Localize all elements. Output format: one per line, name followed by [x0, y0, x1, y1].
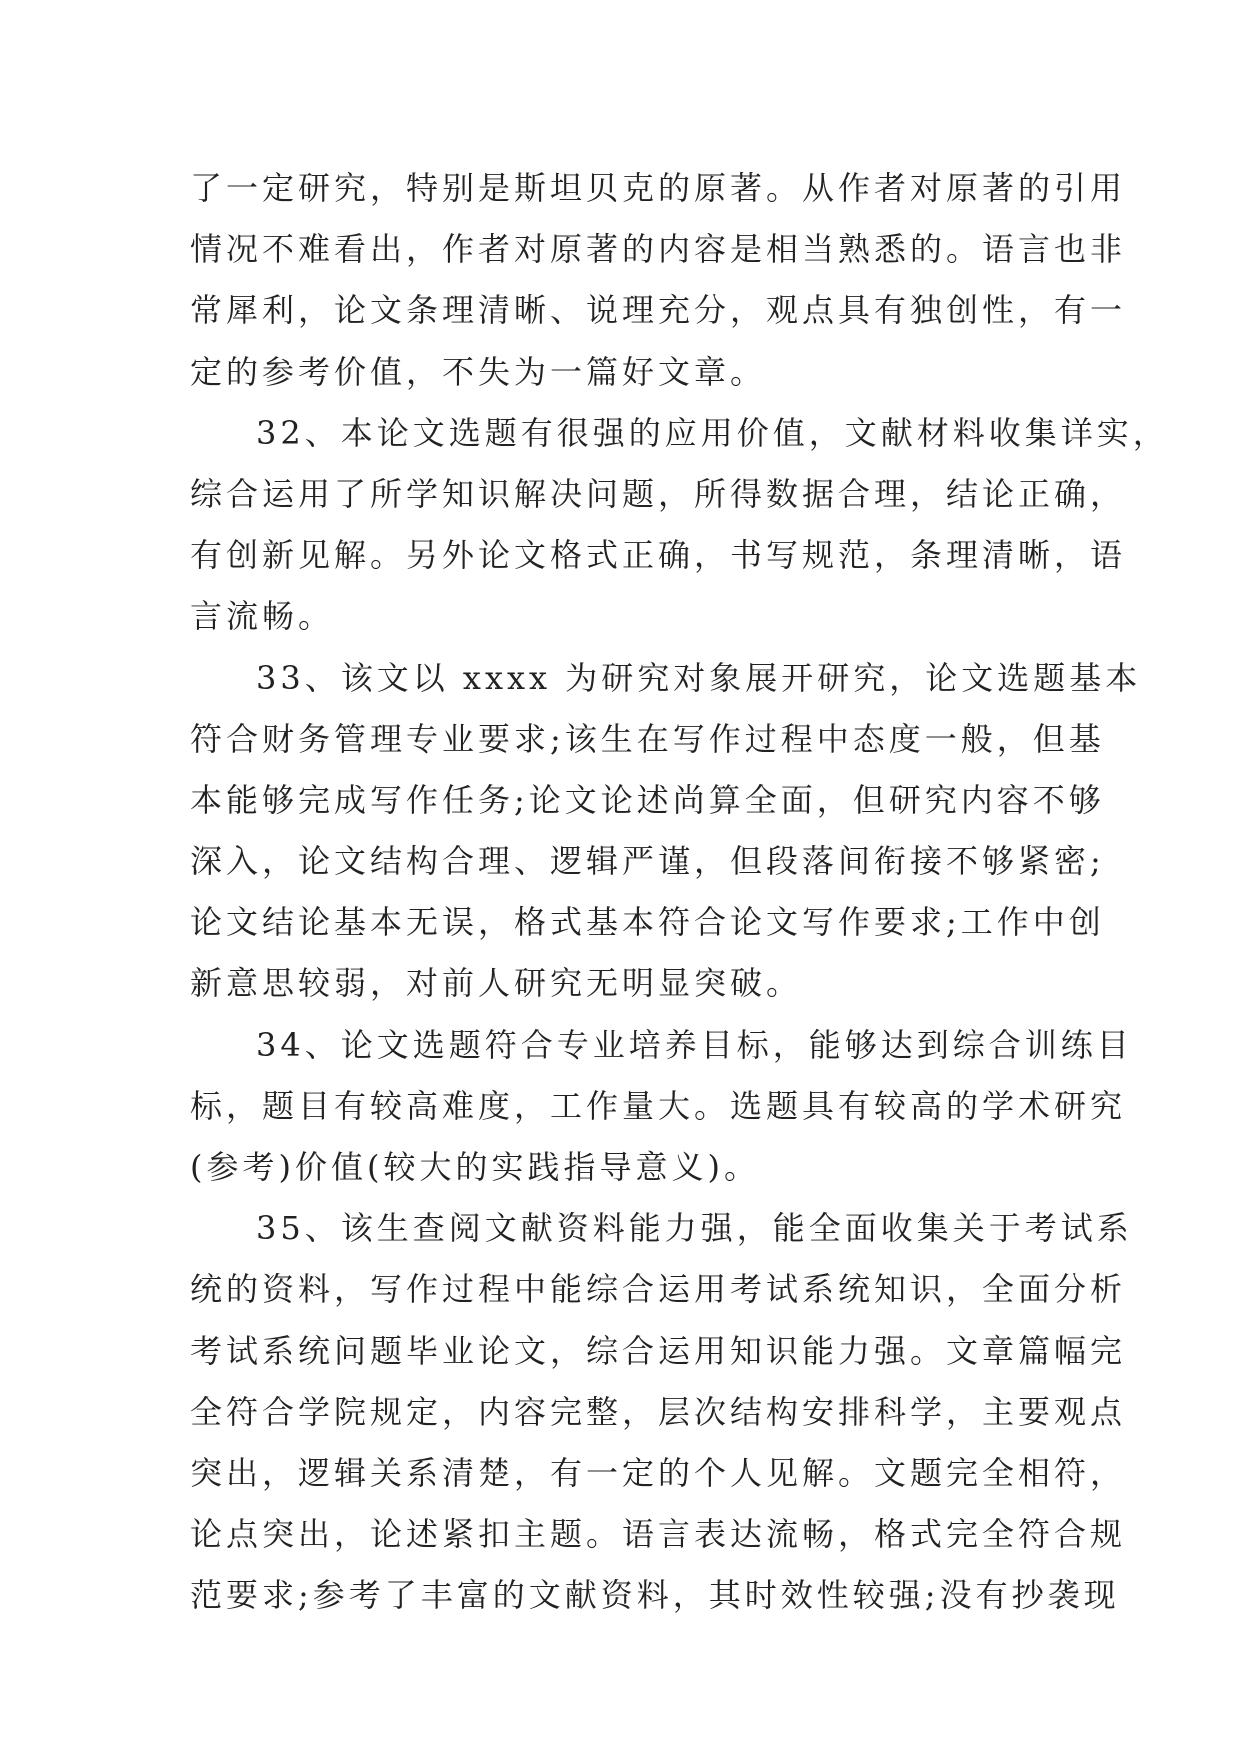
- text-line: 35、该生查阅文献资料能力强，能全面收集关于考试系: [256, 1209, 1133, 1248]
- text-line: 符合财务管理专业要求;该生在写作过程中态度一般，但基: [190, 719, 1105, 758]
- text-line: 考试系统问题毕业论文，综合运用知识能力强。文章篇幅完: [190, 1331, 1127, 1370]
- text-line: 标，题目有较高难度，工作量大。选题具有较高的学术研究: [190, 1086, 1127, 1125]
- paragraph-continued: [190, 158, 1127, 403]
- paragraph-34: [190, 1015, 1133, 1199]
- text-line: 有创新见解。另外论文格式正确，书写规范，条理清晰，语: [190, 536, 1127, 575]
- paragraph-35: [190, 1198, 1133, 1626]
- text-line: 本能够完成写作任务;论文论述尚算全面，但研究内容不够: [190, 780, 1105, 819]
- paragraph-33: [190, 648, 1142, 1015]
- text-line: 统的资料，写作过程中能综合运用考试系统知识，全面分析: [190, 1270, 1127, 1309]
- text-line: 综合运用了所学知识解决问题，所得数据合理，结论正确，: [190, 474, 1127, 513]
- text-line: 33、该文以 xxxx 为研究对象展开研究，论文选题基本: [256, 658, 1142, 697]
- text-line: 突出，逻辑关系清楚，有一定的个人见解。文题完全相符，: [190, 1453, 1127, 1492]
- text-line: 定的参考价值，不失为一篇好文章。: [190, 352, 767, 391]
- text-line: 范要求;参考了丰富的文献资料，其时效性较强;没有抄袭现: [190, 1576, 1120, 1615]
- text-line: 深入，论文结构合理、逻辑严谨，但段落间衔接不够紧密;: [190, 842, 1105, 881]
- text-line: 论文结论基本无误，格式基本符合论文写作要求;工作中创: [190, 903, 1105, 942]
- text-line: 34、论文选题符合专业培养目标，能够达到综合训练目: [256, 1025, 1133, 1064]
- text-line: 常犀利，论文条理清晰、说理充分，观点具有独创性，有一: [190, 291, 1127, 330]
- text-line: 了一定研究，特别是斯坦贝克的原著。从作者对原著的引用: [190, 169, 1127, 207]
- text-line: 全符合学院规定，内容完整，层次结构安排科学，主要观点: [190, 1392, 1127, 1431]
- text-line: 言流畅。: [190, 597, 335, 636]
- text-line: 新意思较弱，对前人研究无明显突破。: [190, 964, 803, 1003]
- document-body: [190, 158, 1169, 1627]
- text-line: 情况不难看出，作者对原著的内容是相当熟悉的。语言也非: [190, 230, 1127, 269]
- text-line: (参考)价值(较大的实践指导意义)。: [190, 1148, 760, 1186]
- text-line: 32、本论文选题有很强的应用价值，文献材料收集详实，: [256, 413, 1169, 452]
- paragraph-32: [190, 403, 1169, 648]
- text-line: 论点突出，论述紧扣主题。语言表达流畅，格式完全符合规: [190, 1515, 1127, 1554]
